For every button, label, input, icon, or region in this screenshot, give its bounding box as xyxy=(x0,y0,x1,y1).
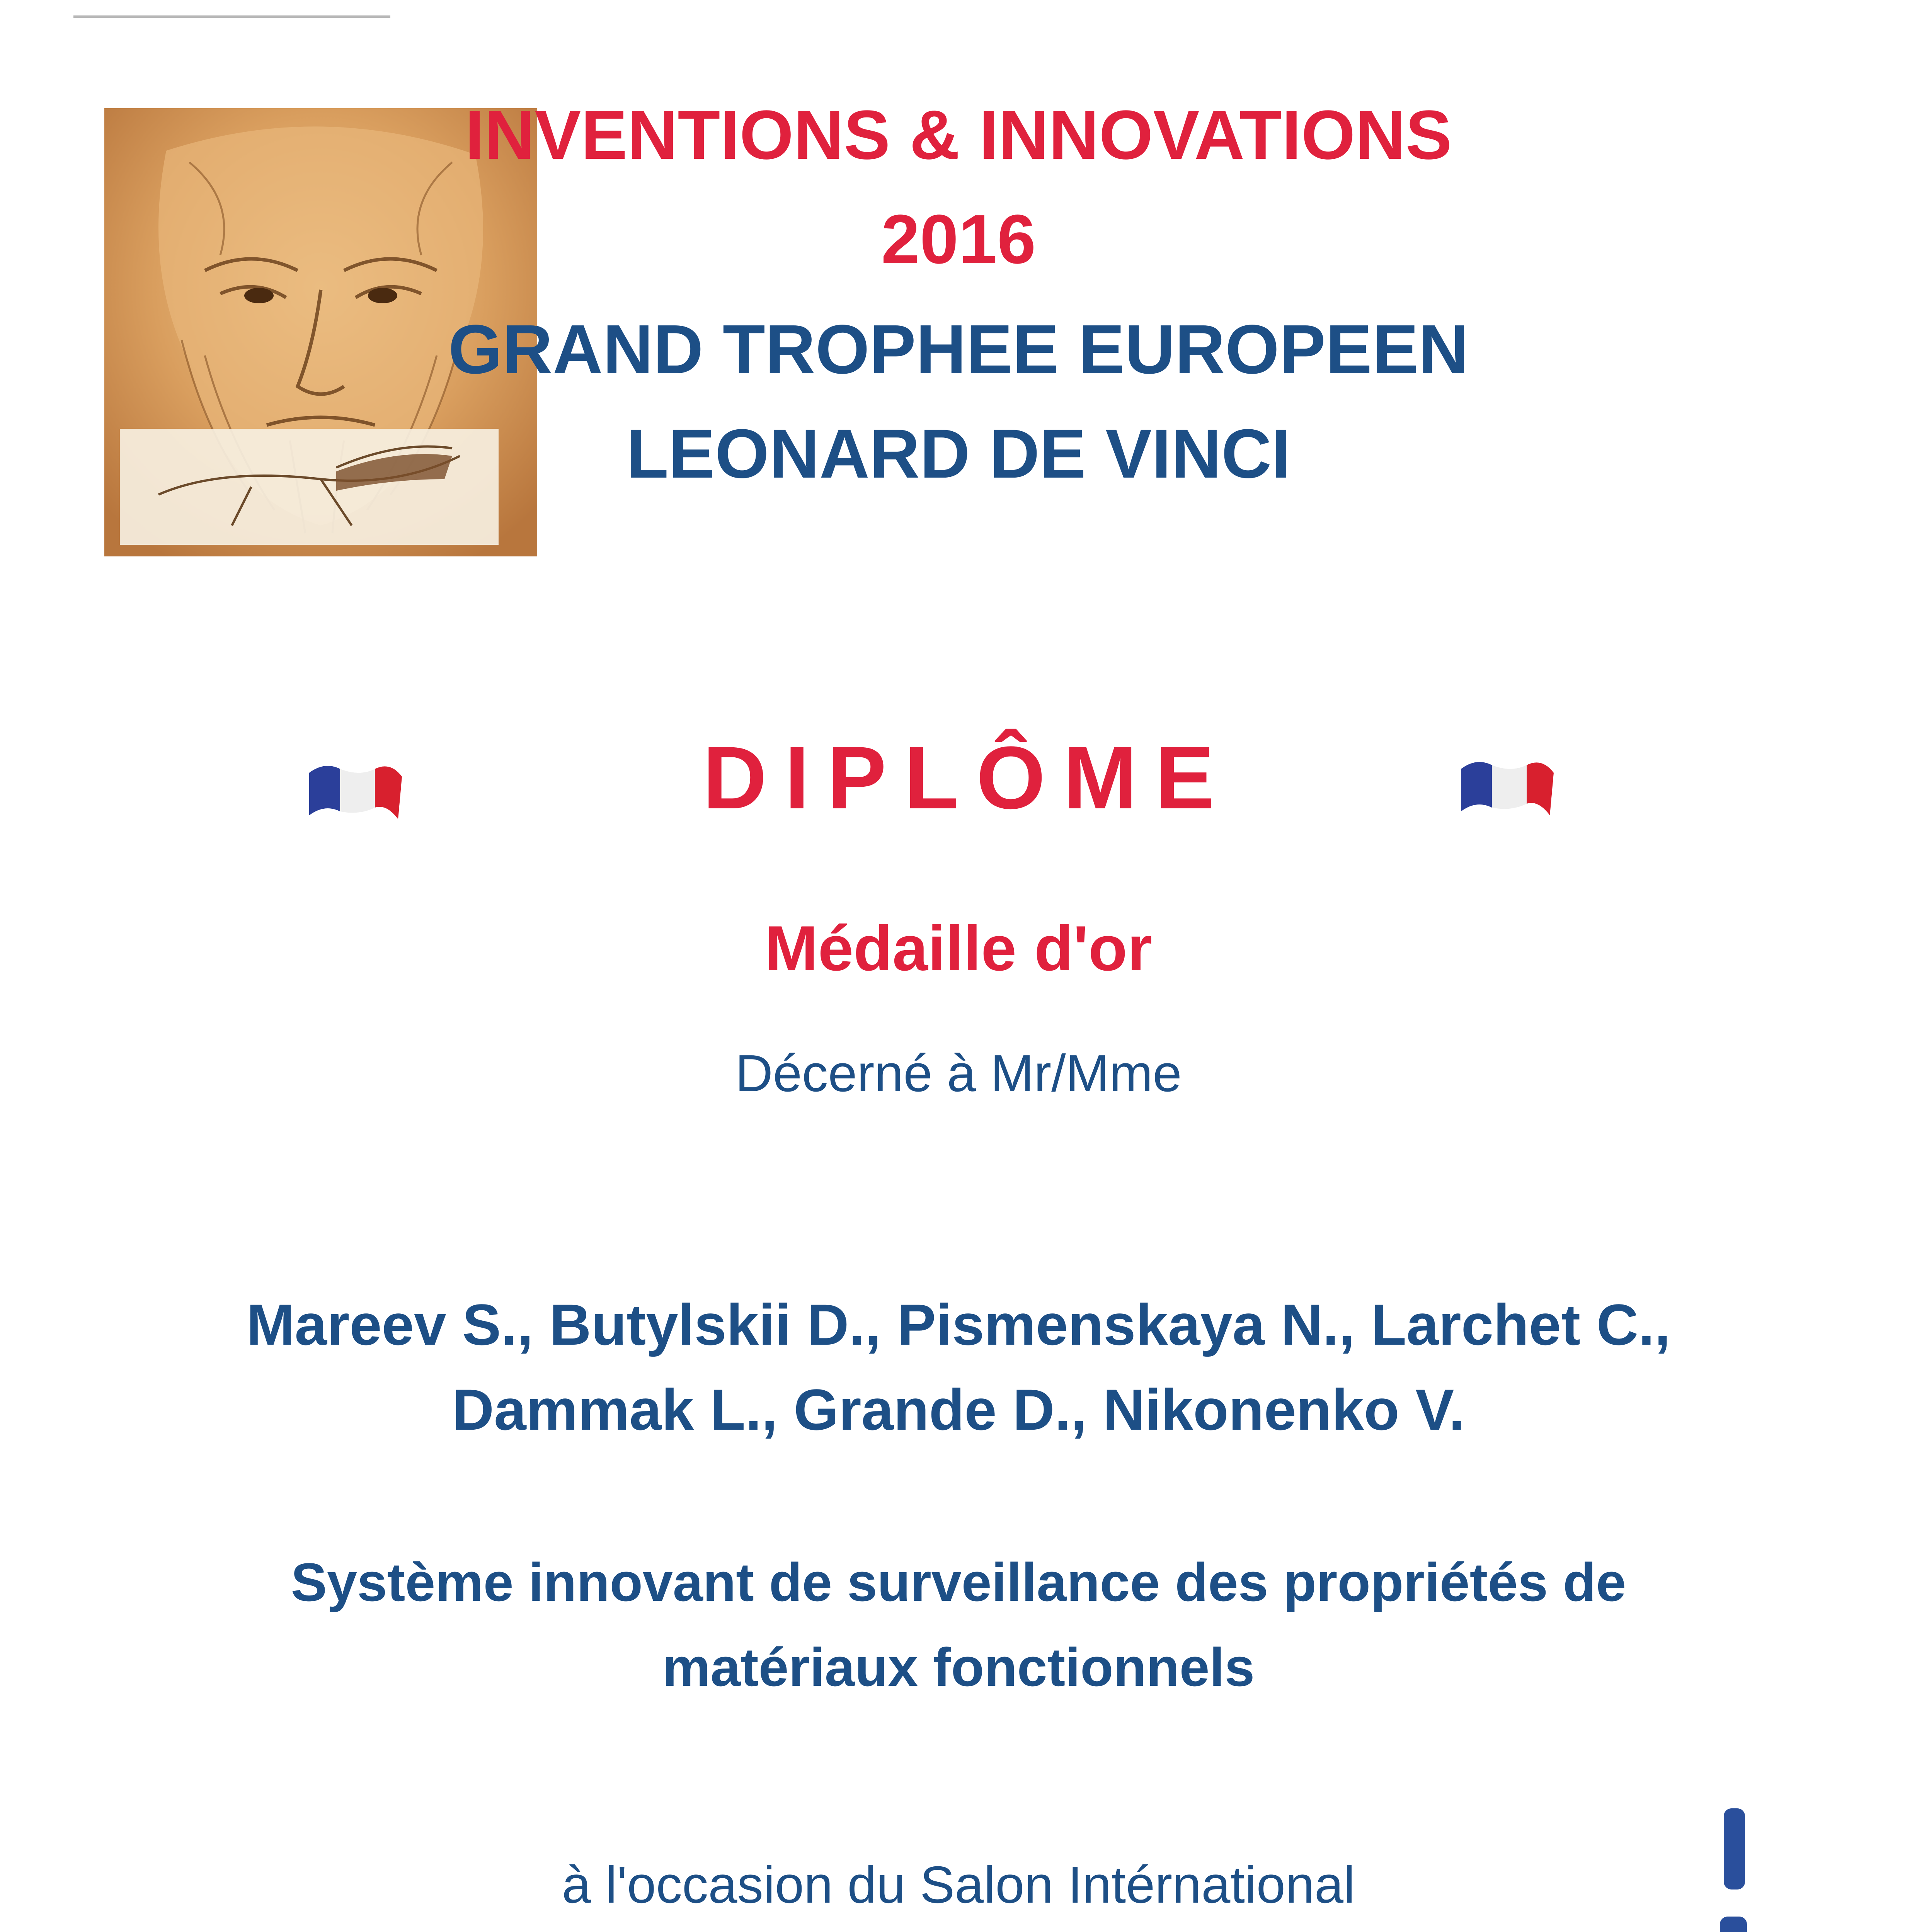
invention-title-line1: Système innovant de surveillance des propriétés de xyxy=(291,1552,1626,1612)
invention-title-line2: matériaux fonctionnels xyxy=(662,1637,1255,1697)
header-year: 2016 xyxy=(881,201,1036,278)
header-trophy-title: GRAND TROPHEE EUROPEEN xyxy=(448,311,1469,388)
header-leonard-de-vinci: LEONARD DE VINCI xyxy=(626,415,1291,493)
medal-type: Médaille d'or xyxy=(765,913,1152,984)
awarded-to-label: Décerné à Mr/Mme xyxy=(735,1044,1182,1102)
scan-edge-line xyxy=(73,15,390,18)
diploma-title: DIPLÔME xyxy=(703,728,1232,827)
occasion-line: à l'occasion du Salon Intérnational xyxy=(562,1855,1355,1914)
recipients-line1: Mareev S., Butylskii D., Pismenskaya N., Larchet C., xyxy=(246,1292,1671,1357)
recipients-line2: Dammak L., Grande D., Nikonenko V. xyxy=(452,1377,1465,1442)
header-line1: INVENTIONS & INNOVATIONS xyxy=(465,96,1452,174)
